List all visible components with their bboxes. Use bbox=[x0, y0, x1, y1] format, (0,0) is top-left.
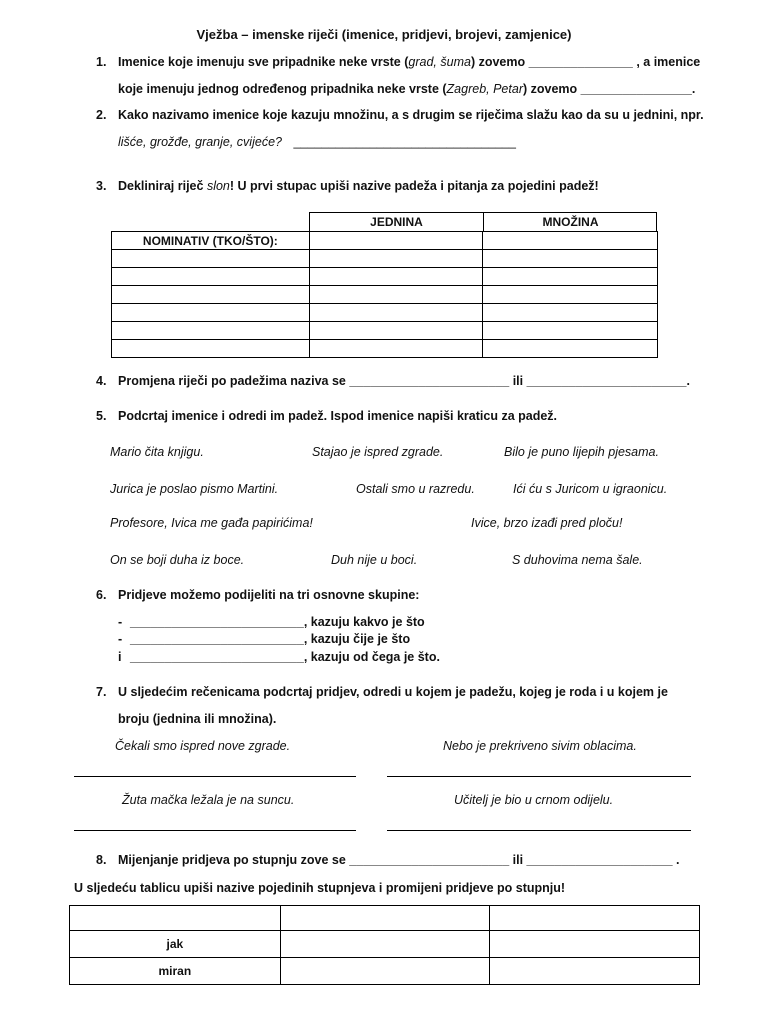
question-number: 8. bbox=[96, 853, 107, 867]
question-3 bbox=[96, 179, 599, 193]
text: koje imenuju jednog određenog pripadnika neke vrste ( bbox=[118, 82, 447, 96]
sentence: Profesore, Ivica me gađa papirićima! bbox=[110, 516, 313, 530]
plural-cell[interactable] bbox=[483, 286, 658, 304]
bullet: i bbox=[118, 650, 122, 664]
case-name-cell bbox=[112, 322, 310, 340]
question-7-line-2: broju (jednina ili množina). bbox=[118, 712, 277, 726]
answer-line bbox=[74, 830, 356, 831]
question-2-line-2 bbox=[118, 135, 516, 149]
singular-cell[interactable] bbox=[309, 268, 483, 286]
case-name-cell bbox=[112, 340, 310, 358]
declension-row bbox=[112, 304, 658, 322]
sentence: S duhovima nema šale. bbox=[512, 553, 643, 567]
text: ) zovemo _______________ , a imenice bbox=[470, 55, 701, 69]
text: Podcrtaj imenice i odredi im padež. Ispod imenice napiši kraticu za padež. bbox=[118, 409, 558, 423]
example-text: slon bbox=[206, 179, 230, 193]
header-jednina: JEDNINA bbox=[370, 215, 423, 229]
sentence: Nebo je prekriveno sivim oblacima. bbox=[443, 739, 637, 753]
answer-line bbox=[387, 830, 691, 831]
adjective-cell bbox=[70, 906, 281, 931]
sentence: Čekali smo ispred nove zgrade. bbox=[115, 739, 291, 753]
sentence: Ići ću s Juricom u igraonicu. bbox=[513, 482, 668, 496]
singular-cell[interactable] bbox=[309, 250, 483, 268]
example-text: grad, šuma bbox=[408, 55, 471, 69]
text: ! U prvi stupac upiši nazive padeža i pitanja za pojedini padež! bbox=[229, 179, 599, 193]
text: Pridjeve možemo podijeliti na tri osnovne skupine: bbox=[118, 588, 420, 602]
plural-cell[interactable] bbox=[483, 268, 658, 286]
degree-cell[interactable] bbox=[280, 958, 490, 985]
text: , kazuju kakvo je što bbox=[303, 615, 425, 629]
declension-row bbox=[112, 250, 658, 268]
plural-cell[interactable] bbox=[483, 250, 658, 268]
question-7-line-1 bbox=[96, 685, 668, 699]
adjective-group-3 bbox=[118, 650, 440, 664]
text: U sljedećim rečenicama podcrtaj pridjev, odredi u kojem je padežu, kojeg je roda i u kojem je bbox=[118, 685, 668, 699]
question-number: 5. bbox=[96, 409, 107, 423]
declension-row bbox=[112, 232, 658, 250]
declension-row bbox=[112, 340, 658, 358]
question-1-line-2 bbox=[118, 82, 695, 96]
sentence: Ostali smo u razredu. bbox=[356, 482, 475, 496]
text: , kazuju čije je što bbox=[303, 632, 411, 646]
header-mnozina: MNOŽINA bbox=[542, 215, 599, 229]
text: Promjena riječi po padežima naziva se _______________________ ili _______________________. bbox=[118, 374, 690, 388]
singular-cell[interactable] bbox=[309, 322, 483, 340]
sentence: Žuta mačka ležala je na suncu. bbox=[122, 793, 295, 807]
question-number: 7. bbox=[96, 685, 107, 699]
degree-cell[interactable] bbox=[280, 906, 490, 931]
sentence: On se boji duha iz boce. bbox=[110, 553, 245, 567]
comparison-row bbox=[70, 958, 700, 985]
sentence: Učitelj je bio u crnom odijelu. bbox=[454, 793, 614, 807]
comparison-table bbox=[69, 905, 700, 985]
question-8-instruction: U sljedeću tablicu upiši nazive pojedinih stupnjeva i promijeni pridjeve po stupnju! bbox=[74, 881, 566, 895]
declension-row bbox=[112, 322, 658, 340]
degree-cell[interactable] bbox=[490, 931, 700, 958]
case-name-cell bbox=[112, 268, 310, 286]
plural-cell[interactable] bbox=[483, 340, 658, 358]
answer-blank: _________________________ bbox=[130, 632, 304, 646]
question-4 bbox=[96, 374, 690, 388]
degree-cell[interactable] bbox=[490, 906, 700, 931]
adjective-cell: miran bbox=[70, 958, 281, 985]
singular-cell[interactable] bbox=[309, 340, 483, 358]
adjective-cell: jak bbox=[70, 931, 281, 958]
text: , kazuju od čega je što. bbox=[303, 650, 440, 664]
text: Dekliniraj riječ bbox=[118, 179, 207, 193]
comparison-row bbox=[70, 931, 700, 958]
question-6 bbox=[96, 588, 419, 602]
degree-cell[interactable] bbox=[490, 958, 700, 985]
answer-line bbox=[387, 776, 691, 777]
question-number: 3. bbox=[96, 179, 107, 193]
question-number: 1. bbox=[96, 55, 107, 69]
sentence: Bilo je puno lijepih pjesama. bbox=[504, 445, 659, 459]
example-text: Zagreb, Petar bbox=[446, 82, 523, 96]
question-number: 6. bbox=[96, 588, 107, 602]
singular-cell[interactable] bbox=[309, 232, 483, 250]
sentence: Ivice, brzo izađi pred ploču! bbox=[471, 516, 623, 530]
case-name-cell bbox=[112, 286, 310, 304]
bullet: - bbox=[118, 632, 123, 646]
declension-table-header bbox=[309, 212, 657, 231]
question-5 bbox=[96, 409, 557, 423]
question-number: 2. bbox=[96, 108, 107, 122]
plural-cell[interactable] bbox=[483, 232, 658, 250]
declension-row bbox=[112, 268, 658, 286]
answer-blank: _________________________ bbox=[130, 615, 304, 629]
question-1-line-1 bbox=[96, 55, 700, 69]
question-2-line-1 bbox=[96, 108, 704, 122]
question-8 bbox=[96, 853, 680, 867]
text: Imenice koje imenuju sve pripadnike neke vrste ( bbox=[118, 55, 409, 69]
adjective-group-2 bbox=[118, 632, 410, 646]
case-name-cell bbox=[112, 250, 310, 268]
answer-line bbox=[74, 776, 356, 777]
answer-blank: _________________________ bbox=[130, 650, 304, 664]
sentence: Mario čita knjigu. bbox=[110, 445, 204, 459]
singular-cell[interactable] bbox=[309, 286, 483, 304]
adjective-group-1 bbox=[118, 615, 425, 629]
page-title: Vježba – imenske riječi (imenice, pridjevi, brojevi, zamjenice) bbox=[196, 27, 572, 42]
question-number: 4. bbox=[96, 374, 107, 388]
bullet: - bbox=[118, 615, 123, 629]
plural-cell[interactable] bbox=[483, 322, 658, 340]
case-name-cell bbox=[112, 304, 310, 322]
text: ) zovemo ________________. bbox=[522, 82, 696, 96]
text: Kako nazivamo imenice koje kazuju množinu, a s drugim se riječima slažu kao da su u jednini, npr. bbox=[118, 108, 704, 122]
example-text: lišće, grožđe, granje, cvijeće? bbox=[118, 135, 282, 149]
declension-table bbox=[111, 231, 658, 358]
sentence: Jurica je poslao pismo Martini. bbox=[110, 482, 279, 496]
declension-row bbox=[112, 286, 658, 304]
case-name-cell: NOMINATIV (TKO/ŠTO): bbox=[112, 232, 310, 250]
sentence: Duh nije u boci. bbox=[331, 553, 418, 567]
singular-cell[interactable] bbox=[309, 304, 483, 322]
text: Mijenjanje pridjeva po stupnju zove se _______________________ ili _____________________ . bbox=[118, 853, 680, 867]
comparison-row bbox=[70, 906, 700, 931]
answer-blank: ________________________________ bbox=[293, 135, 516, 149]
sentence: Stajao je ispred zgrade. bbox=[312, 445, 444, 459]
degree-cell[interactable] bbox=[280, 931, 490, 958]
plural-cell[interactable] bbox=[483, 304, 658, 322]
